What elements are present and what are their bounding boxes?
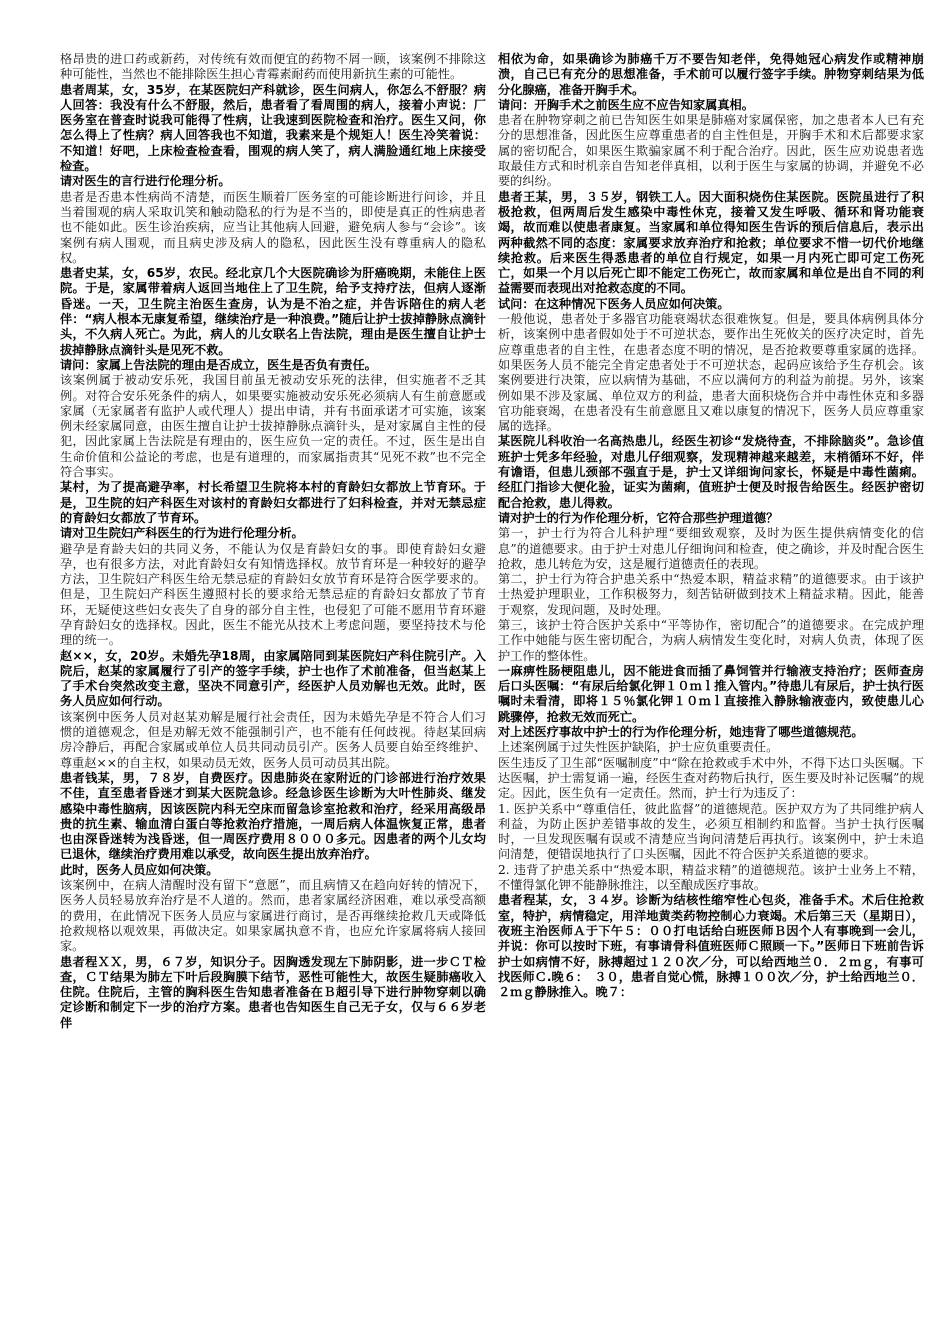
body-paragraph: 医生违反了卫生部“医嘱制度”中“除在抢救或手术中外，不得下达口头医嘱。下达医嘱，护士需复诵一遍，经医生查对药物后执行，医生要及时补记医嘱”的规定。因此，医生负有一定责任。然而，护士行为违反了： — [498, 755, 924, 801]
body-paragraph: 上述案例属于过失性医护缺陷，护士应负重要责任。 — [498, 740, 779, 755]
body-paragraph: 第二，护士行为符合护患关系中“热爱本职，精益求精”的道德要求。由于该护士热爱护理职业，工作积极努力，刻苦钻研做到技术上精益求精。因此，能善于观察，发现问题，及时处理。 — [498, 572, 924, 617]
body-paragraph: 患者是否患本性病尚不清楚，而医生顺着厂医务室的可能诊断进行问诊，并且当着围观的病人采取讥笑和触动隐私的行为是不当的，即使是真正的性病患者也不能如此。医生诊治疾病，应当让其他病人回避，避免病人参与“会诊”。该案例有病人围观，而且病史涉及病人的隐私，因此医生没有尊重病人的隐私权。 — [60, 189, 486, 265]
case-heading-paragraph: 患者王某，男，３５岁，钢铁工人。因大面积烧伤住某医院。医院虽进行了积极抢救，但两周后发生感染中毒性休克，接着又发生呼吸、循环和肾功能衰竭，故而难以使患者康复。当家属和单位得知医生告诉的预后信息后，表示出两种截然不同的态度：家属要求放弃治疗和抢救；单位要求不惜一切代价地继续抢救。后来医生得悉患者的单位自行规定，如果一月内死亡即可定工伤死亡，如果一个月以后死亡即不能定工伤死亡，故而家属和单位是出自不同的利益需要而表现出对抢救态度的不同。 — [498, 189, 924, 296]
case-heading-paragraph: 患者史某，女，65岁，农民。经北京几个大医院确诊为肝癌晚期，未能住上医院。于是，家属带着病人返回当地住上了卫生院，给予支持疗法，但病人逐渐昏迷。一天，卫生院主治医生查房，认为是不治之症，并告诉陪住的病人老伴：“病人根本无康复希望，继续治疗是一种浪费。”随后让护士拔掉静脉点滴针头，不久病人死亡。为此，病人的儿女联名上告法院，理由是医生擅自让护士拔掉静脉点滴针头是见死不救。 — [60, 266, 486, 357]
body-paragraph: 2. 违背了护患关系中“热爱本职，精益求精”的道德规范。该护士业务上不精，不懂得氯化钾不能静脉推注，以至酿成医疗事故。 — [498, 862, 924, 893]
body-paragraph: 该案例中，在病人清醒时没有留下“意愿”，而且病情又在趋向好转的情况下，医务人员轻易放弃治疗是不人道的。然而，患者家属经济困难，难以承受高额的费用，在此情况下医务人员应与家属进行商讨，是否再继续抢救几天或降低抢救规格以观效果，再做决定。如果家属执意不肯，也应允许家属将病人接回家。 — [60, 878, 486, 954]
case-heading-paragraph: 对上述医疗事故中护士的行为作伦理分析，她违背了哪些道德规范。 — [498, 725, 864, 740]
body-paragraph: 患者在肿物穿刺之前已告知医生如果是肺癌对家属保密，加之患者本人已有充分的思想准备，因此医生应尊重患者的自主性但是，开胸手术和术后都要求家属的密切配合，如果医生欺骗家属不利于配合治疗。因此，医生应劝说患者选取最佳方式和时机亲自告知老伴真相，以利于医生与家属的协调，并避免不必要的纠纷。 — [498, 113, 924, 189]
case-heading-paragraph: 一麻痹性肠梗阻患儿，因不能进食而插了鼻饲管并行输液支持治疗；医师查房后口头医嘱：“有尿后给氯化钾１０ｍｌ推入管内。”待患儿有尿后，护士执行医嘱时未看清，即将１５％氯化钾１０ｍｌ直接推入静脉输液壶内，致使患儿心跳骤停，抢救无效而死亡。 — [498, 663, 924, 724]
case-heading-paragraph: 此时，医务人员应如何决策。 — [60, 862, 219, 877]
body-paragraph: 一般他说，患者处于多器官功能衰竭状态很难恢复。但是，要具体病例具体分析，该案例中患者假如处于不可逆状态，要作出生死攸关的医疗决定时，首先应尊重患者的自主性，在患者态度不明的情况，是否抢救要尊重家属的选择。如果医务人员不能完全肯定患者处于不可逆状态，起码应该给予生存机会。该案例要进行决策，应以病情为基础，不应以满何方的利益为前提。另外，该案例如果不涉及家属、单位双方的利益，患者大面积烧伤合并中毒性休克和多器官功能衰竭，在患者没有生前意愿且又难以康复的情况下，医务人员应尊重家属的选择。 — [498, 312, 924, 434]
case-heading-paragraph: 某村，为了提高避孕率，村长希望卫生院将本村的育龄妇女都放上节育环。于是，卫生院的妇产科医生对该村的育龄妇女都进行了妇科检查，并对无禁忌症的育龄妇女都放了节育环。 — [60, 480, 486, 525]
case-heading-paragraph: 患者程某，女，３４岁。诊断为结核性缩窄性心包炎，准备手术。术后住抢救室，特护，病情稳定，用洋地黄类药物控制心力衰竭。术后第三天（星期日），夜班主治医师Ａ于下午５：００打电话给白班医师Ｂ因个人有事晚到一会儿，并说：你可以按时下班，有事请骨科值班医师Ｃ照顾一下。”医师日下班前告诉护士如病情不好，脉搏超过１２０次／分，可以给西地兰０．２ｍｇ，有事可找医师Ｃ.晚６： ３０，患者自觉心慌，脉搏１００次／分，护士给西地兰０．２ｍｇ静脉推入。晚７： — [498, 893, 924, 1000]
case-heading-paragraph: 某医院儿科收治一名高热患儿，经医生初诊“发烧待查，不排除脑炎”。急诊值班护士凭多年经验，对患儿仔细观察，发现精神越来越差，末梢循环不好，伴有谵语，但患儿颈部不强直于是，护士又详细询问家长，怀疑是中毒性菌痢。经肛门指诊大便化验，证实为菌痢，值班护士便及时报告给医生。经医护密切配合抢救，患儿得救。 — [498, 434, 924, 510]
case-heading-paragraph: 试问：在这种情况下医务人员应如何决策。 — [498, 296, 730, 311]
body-paragraph: 该案例中医务人员对赵某劝解是履行社会责任，因为未婚先孕是不符合人们习惯的道德观念，但是劝解无效不能强制引产，也不能有任何歧视。待赵某回病房冷静后，再配合家属或单位人员共同动员引产。医务人员要自始至终维护、尊重赵××的自主权，如果动员无效，医务人员可动员其出院。 — [60, 709, 486, 770]
body-paragraph: 第三，该护士符合医护关系中“平等协作，密切配合”的道德要求。在完成护理工作中她能与医生密切配合，为病人病情发生变化时，对病人负责，体现了医护工作的整体性。 — [498, 617, 924, 663]
body-paragraph: 1. 医护关系中“尊重信任，彼此监督”的道德规范。医护双方为了共同维护病人利益，为防止医护差错事故的发生，必须互相制约和监督。当护士执行医嘱时，一旦发现医嘱有误或不清楚应当询问清楚后再执行。该案例中，护士未追问清楚，便错误地执行了口头医嘱，因此不符合医护关系道德的要求。 — [498, 801, 924, 862]
case-heading-paragraph: 请问：开胸手术之前医生应不应告知家属真相。 — [498, 97, 754, 112]
case-heading-paragraph: 请问：家属上告法院的理由是否成立，医生是否负有责任。 — [60, 357, 377, 372]
body-paragraph: 该案例属于被动安乐死，我国目前虽无被动安乐死的法律，但实施者不乏其例。对符合安乐死条件的病人，如果要实施被动安乐死必须病人有生前意愿或家属（无家属者有监护人或代理人）提出申请，并有书面承诺才可实施，该案例未经家属同意，由医生擅自让护士拔掉静脉点滴针头，是对家属自主性的侵犯，因此家属上告法院是有理由的，医生应负一定的责任。不过，医生是出自生命价值和公益论的考虑，也是有道理的，而家属指责其“见死不救”也不完全符合事实。 — [60, 373, 486, 480]
case-heading-paragraph: 请对护士的行为作伦理分析，它符合那些护理道德？ — [498, 510, 779, 525]
case-heading-paragraph: 请对卫生院妇产科医生的行为进行伦理分析。 — [60, 526, 304, 541]
case-heading-paragraph: 赵××，女，20岁。未婚先孕18周，由家属陪同到某医院妇产科住院引产。入院后，赵某的家属履行了引产的签字手续，护士也作了术前准备，但当赵某上了手术台突然改变主意，坚决不同意引产，经医护人员劝解也无效。此时，医务人员应如何行动。 — [60, 648, 486, 709]
right-column — [498, 52, 924, 1328]
left-column — [60, 52, 486, 1328]
case-heading-paragraph: 患者周某，女，35岁，在某医院妇产科就诊，医生问病人，你怎么不舒服？病人回答：我没有什么不舒服，然后，患者看了看周围的病人，接着小声说：厂医务室在普查时说我可能得了性病，让我速到医院检查和治疗。医生又问，你怎么得上了性病？病人回答我也不知道，我素来是个规矩人！医生冷笑着说：不知道！好吧，上床检查检查看，围观的病人笑了，病人满脸通红地上床接受检查。 — [60, 82, 486, 174]
body-paragraph: 第一，护士行为符合儿科护理“要细致观察，及时为医生提供病情变化的信息”的道德要求。由于护士对患儿仔细询问和检查，使之确诊，并及时配合医生抢救，患儿转危为安，这是履行道德责任的表现。 — [498, 526, 924, 571]
body-paragraph: 格昂贵的进口药或新药，对传统有效而便宜的药物不屑一顾，该案例不排除这种可能性，当然也不能排除医生担心青霉素耐药而使用新抗生素的可能性。 — [60, 52, 486, 82]
body-paragraph: 避孕是育龄夫妇的共同义务，不能认为仅是育龄妇女的事。即使育龄妇女避孕，也有很多方法，对此育龄妇女有知情选择权。放节育环是一种较好的避孕方法，卫生院妇产科医生给无禁忌症的育龄妇女放节育环是符合医学要求的。但是，卫生院妇产科医生遵照村长的要求给无禁忌症的育龄妇女都放了节育环，无疑使这些妇女丧失了自身的部分自主性，也侵犯了可能不愿用节育环避孕育龄妇女的选择权。因此，医生不能光从技术上考虑问题，要坚持技术与伦理的统一。 — [60, 541, 486, 648]
case-heading-paragraph: 患者程ＸＸ，男，６７岁，知识分子。因胸透发现左下肺阴影，进一步ＣＴ检查，ＣＴ结果为肺左下叶后段胸膜下结节，恶性可能性大，故医生疑肺癌收入住院。住院后，主管的胸科医生告知患者准备在Ｂ超引导下进行肿物穿刺以确定诊断和制定下一步的治疗方案。患者也告知医生自己无子女，仅与６６岁老伴 — [60, 954, 486, 1030]
case-heading-paragraph: 相依为命，如果确诊为肺癌千万不要告知老伴，免得她冠心病发作或精神崩溃，自己已有充分的思想准备，手术前可以履行签字手续。肿物穿刺结果为低分化腺癌，准备开胸手术。 — [498, 52, 924, 97]
case-heading-paragraph: 患者钱某，男，７８岁，自费医疗。因患肺炎在家附近的门诊部进行治疗效果不佳，直至患者昏迷才到某大医院急诊。经急诊医生诊断为大叶性肺炎、继发感染中毒性脑病，因该医院内科无空床而留急诊室抢救和治疗，经采用高级昂贵的抗生素、输血清白蛋白等抢救治疗措施，一周后病人体温恢复正常，患者也由深昏迷转为浅昏迷，但一周医疗费用８０００多元。因患者的两个儿女均已退休，继续治疗费用难以承受，故向医生提出放弃治疗。 — [60, 770, 486, 862]
case-heading-paragraph: 请对医生的言行进行伦理分析。 — [60, 174, 231, 189]
